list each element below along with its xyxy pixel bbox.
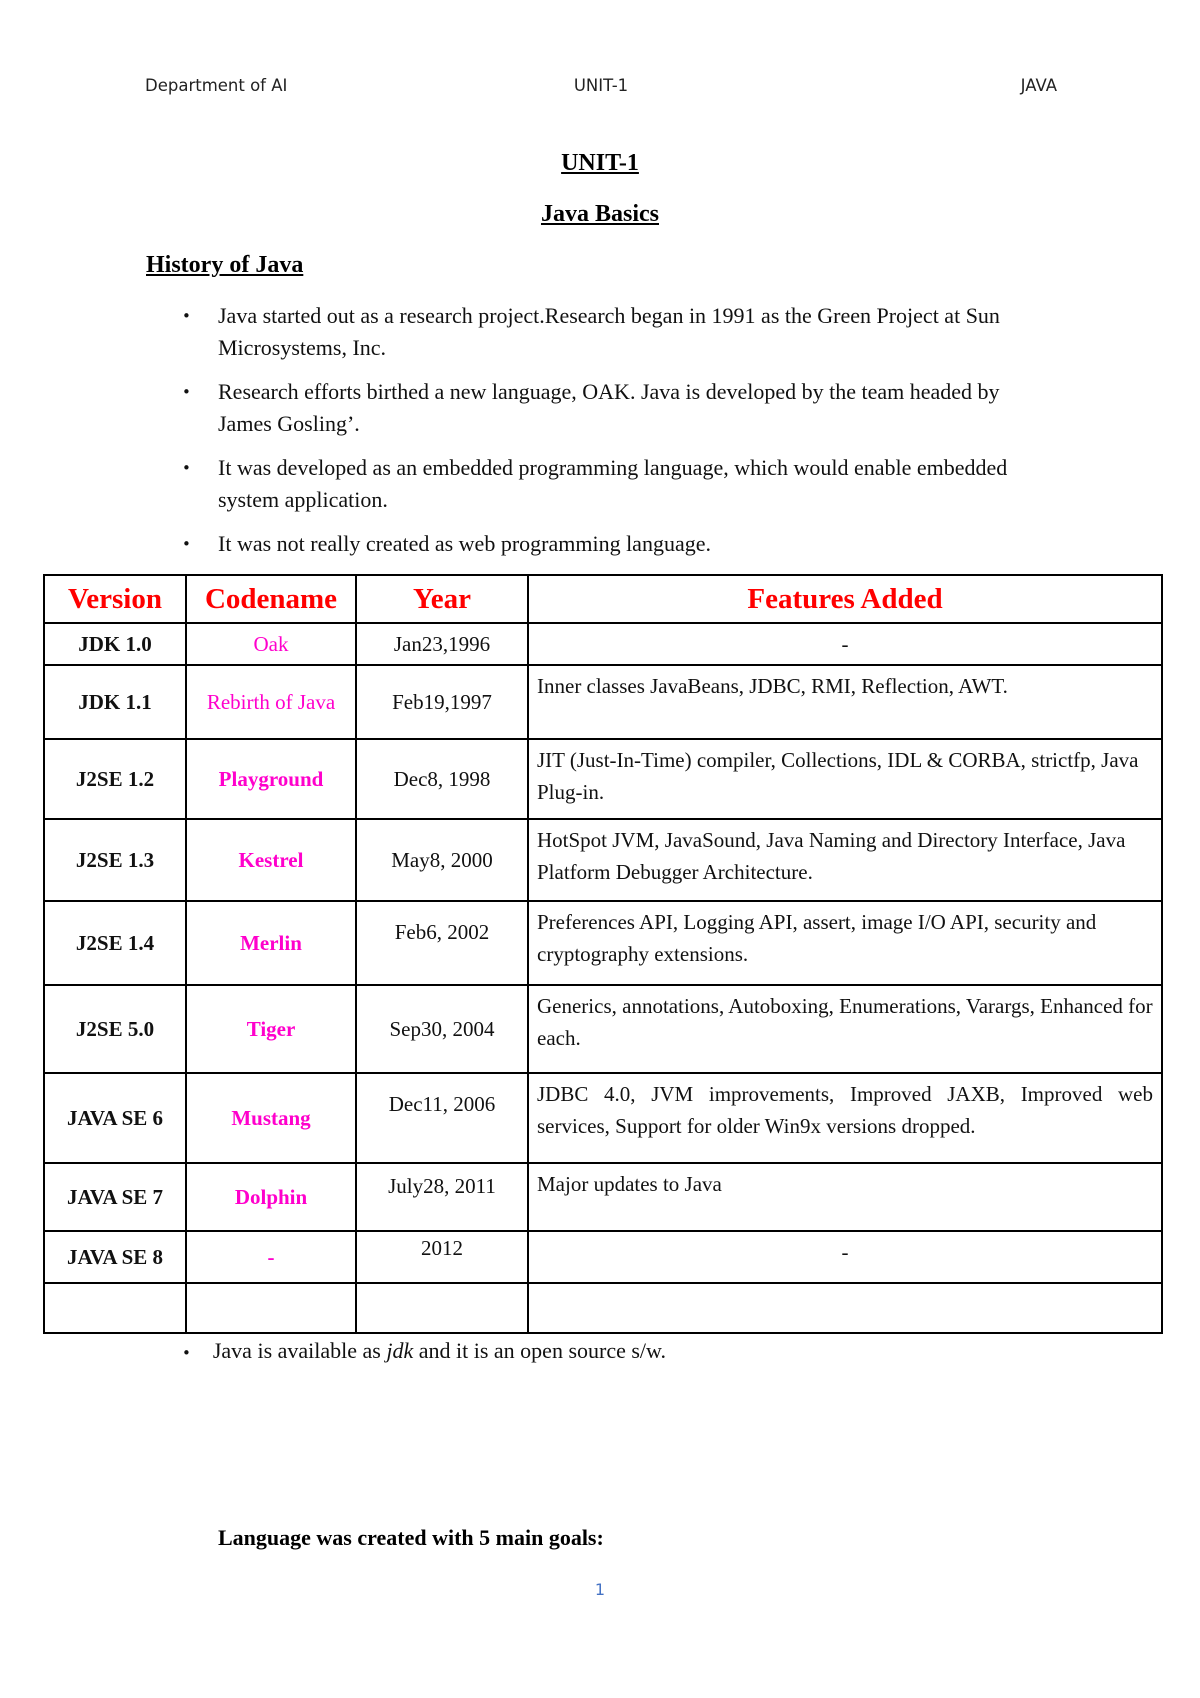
year-cell: Sep30, 2004 <box>356 985 528 1073</box>
year-cell: July28, 2011 <box>356 1163 528 1231</box>
features-cell: JDBC 4.0, JVM improvements, Improved JAXB, Improved web services, Support for older Win9x versions dropped. <box>528 1073 1162 1163</box>
history-bullet-list <box>182 300 1052 572</box>
empty-cell <box>528 1283 1162 1333</box>
header-version: Version <box>44 575 186 623</box>
table-row <box>44 1073 1162 1163</box>
empty-cell <box>44 1283 186 1333</box>
features-cell: - <box>528 623 1162 665</box>
year-cell: Jan23,1996 <box>356 623 528 665</box>
codename-cell: Rebirth of Java <box>186 665 356 739</box>
version-cell: J2SE 1.3 <box>44 819 186 901</box>
section-title: History of Java <box>146 252 304 278</box>
year-cell: Dec11, 2006 <box>356 1073 528 1163</box>
codename-cell: Merlin <box>186 901 356 985</box>
page-number: 1 <box>594 1580 606 1599</box>
year-cell: Dec8, 1998 <box>356 739 528 819</box>
features-cell: Generics, annotations, Autoboxing, Enumerations, Varargs, Enhanced for each. <box>528 985 1162 1073</box>
bullet-text: Java started out as a research project.Research began in 1991 as the Green Project at Sun Microsystems, Inc. <box>218 303 1000 360</box>
header-center: UNIT-1 <box>573 76 629 95</box>
version-cell: JDK 1.1 <box>44 665 186 739</box>
header-features: Features Added <box>528 575 1162 623</box>
version-cell: JAVA SE 8 <box>44 1231 186 1283</box>
unit-title: UNIT-1 <box>561 150 639 176</box>
page-subtitle: Java Basics <box>540 201 659 227</box>
bullet-icon: • <box>182 383 191 401</box>
codename-cell: Dolphin <box>186 1163 356 1231</box>
header-year: Year <box>356 575 528 623</box>
list-item <box>182 376 1052 440</box>
list-item <box>182 452 1052 516</box>
bullet-icon: • <box>182 535 191 553</box>
bullet-text-emphasis: jdk <box>386 1338 414 1363</box>
table-row <box>44 623 1162 665</box>
goals-heading: Language was created with 5 main goals: <box>218 1525 604 1550</box>
bullet-text-pre: Java is available as <box>212 1338 387 1363</box>
features-cell: HotSpot JVM, JavaSound, Java Naming and Directory Interface, Java Platform Debugger Architecture. <box>528 819 1162 901</box>
version-cell: JAVA SE 6 <box>44 1073 186 1163</box>
version-cell: JDK 1.0 <box>44 623 186 665</box>
year-cell: 2012 <box>356 1231 528 1283</box>
bullet-text: Research efforts birthed a new language, OAK. Java is developed by the team headed by James Gosling’. <box>218 379 1000 436</box>
features-cell: Major updates to Java <box>528 1163 1162 1231</box>
version-cell: JAVA SE 7 <box>44 1163 186 1231</box>
table-row <box>44 819 1162 901</box>
jdk-availability-bullet <box>182 1338 666 1364</box>
table-row <box>44 901 1162 985</box>
features-cell: JIT (Just-In-Time) compiler, Collections, IDL & CORBA, strictfp, Java Plug-in. <box>528 739 1162 819</box>
header-left: Department of AI <box>145 76 288 95</box>
codename-cell: Playground <box>186 739 356 819</box>
bullet-icon: • <box>182 459 191 477</box>
version-cell: J2SE 5.0 <box>44 985 186 1073</box>
codename-cell: Kestrel <box>186 819 356 901</box>
table-row <box>44 985 1162 1073</box>
header-codename: Codename <box>186 575 356 623</box>
year-cell: May8, 2000 <box>356 819 528 901</box>
page-header <box>145 76 1057 100</box>
features-cell: - <box>528 1231 1162 1283</box>
list-item <box>182 528 1052 560</box>
empty-cell <box>186 1283 356 1333</box>
table-row <box>44 665 1162 739</box>
codename-cell: Tiger <box>186 985 356 1073</box>
bullet-text: It was developed as an embedded programming language, which would enable embedded system application. <box>218 455 1008 512</box>
table-row-empty <box>44 1283 1162 1333</box>
bullet-icon: • <box>182 1344 191 1362</box>
table-row <box>44 1231 1162 1283</box>
header-right: JAVA <box>1020 76 1057 95</box>
table-row <box>44 1163 1162 1231</box>
table-header-row <box>44 575 1162 623</box>
codename-cell: Mustang <box>186 1073 356 1163</box>
empty-cell <box>356 1283 528 1333</box>
features-cell: Inner classes JavaBeans, JDBC, RMI, Reflection, AWT. <box>528 665 1162 739</box>
codename-cell: Oak <box>186 623 356 665</box>
codename-cell: - <box>186 1231 356 1283</box>
bullet-text: It was not really created as web programming language. <box>218 531 711 556</box>
year-cell: Feb6, 2002 <box>356 901 528 985</box>
version-cell: J2SE 1.2 <box>44 739 186 819</box>
bullet-icon: • <box>182 307 191 325</box>
year-cell: Feb19,1997 <box>356 665 528 739</box>
table-row <box>44 739 1162 819</box>
bullet-text-post: and it is an open source s/w. <box>413 1338 666 1363</box>
version-cell: J2SE 1.4 <box>44 901 186 985</box>
list-item <box>182 300 1052 364</box>
java-versions-table <box>43 574 1163 1334</box>
features-cell: Preferences API, Logging API, assert, image I/O API, security and cryptography extensions. <box>528 901 1162 985</box>
